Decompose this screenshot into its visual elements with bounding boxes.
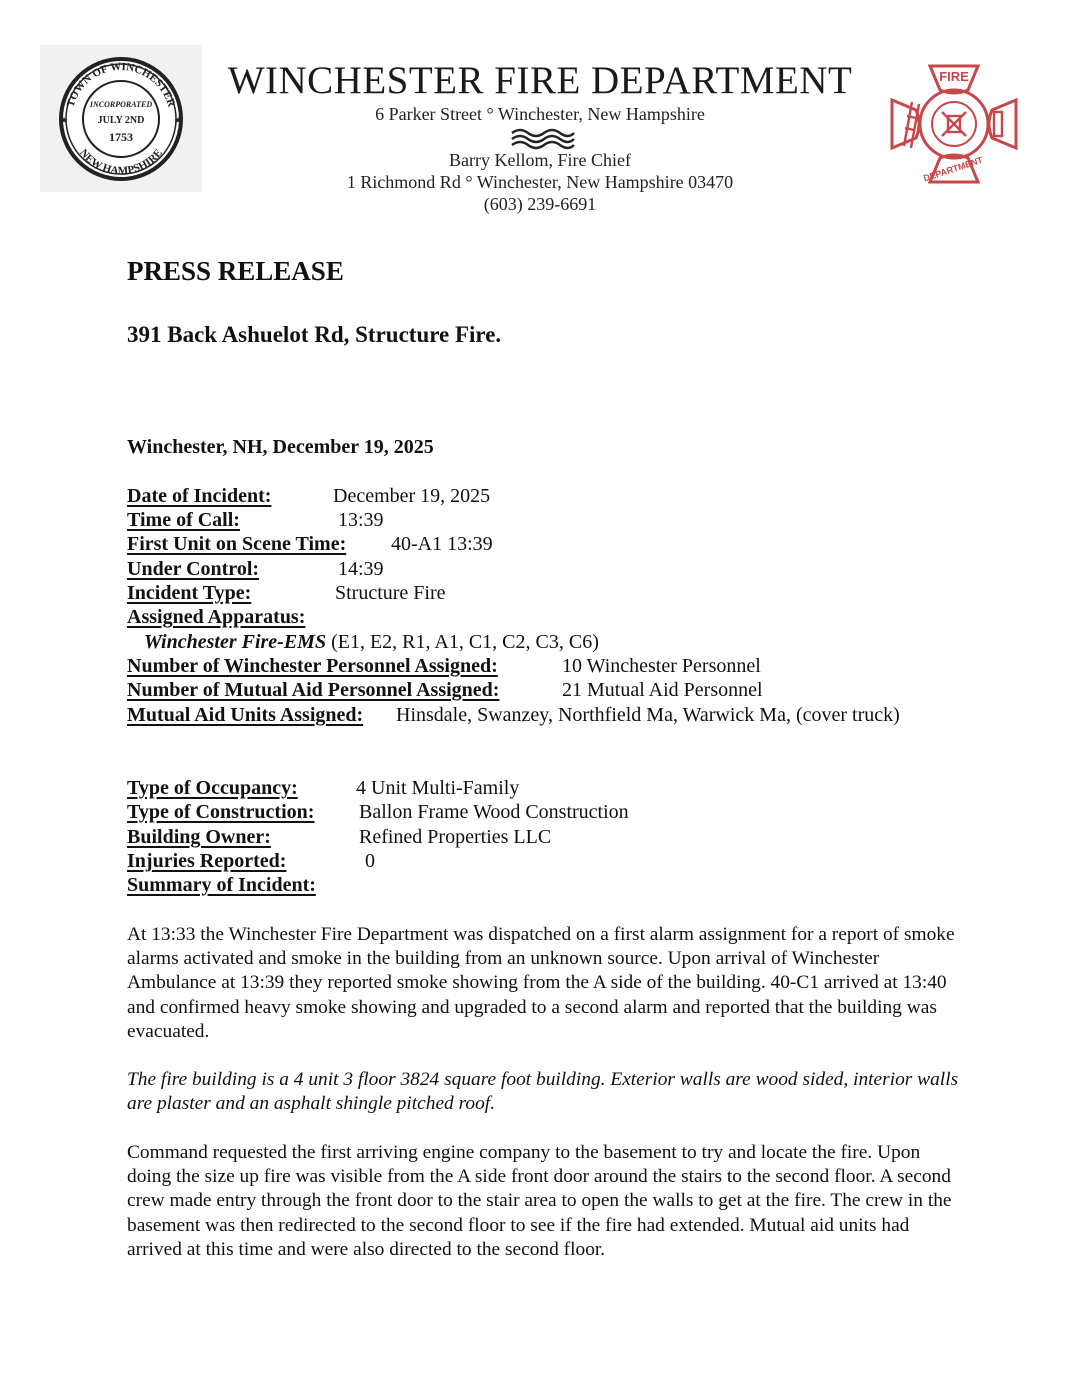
- wave-divider-icon: [510, 126, 576, 150]
- release-subject: 391 Back Ashuelot Rd, Structure Fire.: [127, 322, 502, 347]
- apparatus-list-row: [144, 630, 599, 654]
- logo-bottom-text: DEPARTMENT: [922, 154, 985, 184]
- field-value: December 19, 2025: [333, 485, 491, 507]
- department-address: 6 Parker Street ° Winchester, New Hampshire: [375, 104, 705, 124]
- field-label: Type of Construction:: [127, 801, 315, 823]
- press-release-heading: PRESS RELEASE: [127, 256, 344, 286]
- field-value: 4 Unit Multi-Family: [356, 777, 520, 799]
- field-label: First Unit on Scene Time:: [127, 533, 347, 555]
- occupancy-row: [127, 776, 520, 800]
- dateline: Winchester, NH, December 19, 2025: [127, 436, 434, 458]
- mutual-aid-units-row: [127, 703, 900, 727]
- summary-paragraph-2: The fire building is a 4 unit 3 floor 3824 square foot building. Exterior walls are wood sided, interior walls are plaster and an asphalt shingle pitched roof.: [127, 1069, 959, 1115]
- seal-bottom-text: NEW HAMPSHIRE: [77, 146, 165, 178]
- date-of-incident-row: [127, 484, 491, 508]
- field-label: Number of Winchester Personnel Assigned:: [127, 655, 498, 677]
- chief-address: 1 Richmond Rd ° Winchester, New Hampshire 03470: [346, 172, 734, 192]
- summary-label-row: [127, 873, 316, 897]
- field-label: Assigned Apparatus:: [127, 606, 306, 628]
- department-title: WINCHESTER FIRE DEPARTMENT: [227, 59, 853, 102]
- fire-chief: Barry Kellom, Fire Chief: [449, 150, 631, 170]
- field-value: Structure Fire: [335, 582, 446, 604]
- field-value: Refined Properties LLC: [359, 826, 552, 848]
- field-value: 40-A1 13:39: [391, 533, 493, 555]
- field-value: 13:39: [338, 509, 384, 531]
- summary-paragraph-3: Command requested the first arriving engine company to the basement to try and locate the fire. Upon doing the size up fire was visible from the A side front door around the stairs to the second floor. A second crew made entry through the front door to the stair area to open the walls to get at the fire. The crew in the basement was then redirected to the second floor to see if the fire had extended. Mutual aid units had arrived at this time and were also directed to the second floor.: [127, 1142, 952, 1260]
- under-control-row: [127, 557, 384, 581]
- field-value: 14:39: [338, 558, 384, 580]
- summary-paragraph-1: At 13:33 the Winchester Fire Department was dispatched on a first alarm assignment for a report of smoke alarms activated and smoke in the building from an unknown source. Upon arrival of Winchester Ambulance at 13:39 they reported smoke showing from the A side of the building. 40-C1 arrived at 13:40 and confirmed heavy smoke showing and upgraded to a second alarm and reported that the building was evacuated.: [127, 924, 955, 1042]
- construction-row: [127, 800, 629, 824]
- seal-date: JULY 2ND: [97, 115, 145, 126]
- field-value: Ballon Frame Wood Construction: [359, 801, 629, 823]
- field-value: 10 Winchester Personnel: [562, 655, 761, 677]
- seal-year: 1753: [109, 130, 133, 144]
- owner-row: [127, 825, 552, 849]
- logo-top-text: FIRE: [939, 69, 969, 84]
- field-value: 21 Mutual Aid Personnel: [562, 679, 763, 701]
- injuries-row: [127, 849, 375, 873]
- svg-text:★: ★: [173, 115, 183, 125]
- assigned-apparatus-row: [127, 605, 305, 629]
- field-label: Under Control:: [127, 558, 260, 580]
- field-label: Number of Mutual Aid Personnel Assigned:: [127, 679, 500, 701]
- mutual-aid-personnel-row: [127, 678, 763, 702]
- time-of-call-row: [127, 508, 384, 532]
- winchester-personnel-row: [127, 654, 761, 678]
- seal-top-text: TOWN OF WINCHESTER: [64, 60, 178, 109]
- apparatus-org: Winchester Fire-EMS: [144, 631, 327, 653]
- field-label: Date of Incident:: [127, 485, 272, 507]
- first-unit-row: [127, 532, 493, 556]
- field-label: Time of Call:: [127, 509, 240, 531]
- field-label: Type of Occupancy:: [127, 777, 298, 799]
- apparatus-units: (E1, E2, R1, A1, C1, C2, C3, C6): [326, 631, 599, 653]
- field-label: Summary of Incident:: [127, 874, 316, 896]
- field-label: Building Owner:: [127, 826, 271, 848]
- field-value: 0: [365, 850, 375, 872]
- field-label: Incident Type:: [127, 582, 252, 604]
- fire-department-logo: [886, 60, 1022, 188]
- field-value: Hinsdale, Swanzey, Northfield Ma, Warwick Ma, (cover truck): [396, 704, 900, 726]
- svg-text:★: ★: [59, 115, 69, 125]
- field-label: Mutual Aid Units Assigned:: [127, 704, 364, 726]
- phone-number: (603) 239-6691: [483, 194, 597, 214]
- incident-type-row: [127, 581, 446, 605]
- field-label: Injuries Reported:: [127, 850, 287, 872]
- seal-incorporated: INCORPORATED: [89, 100, 153, 109]
